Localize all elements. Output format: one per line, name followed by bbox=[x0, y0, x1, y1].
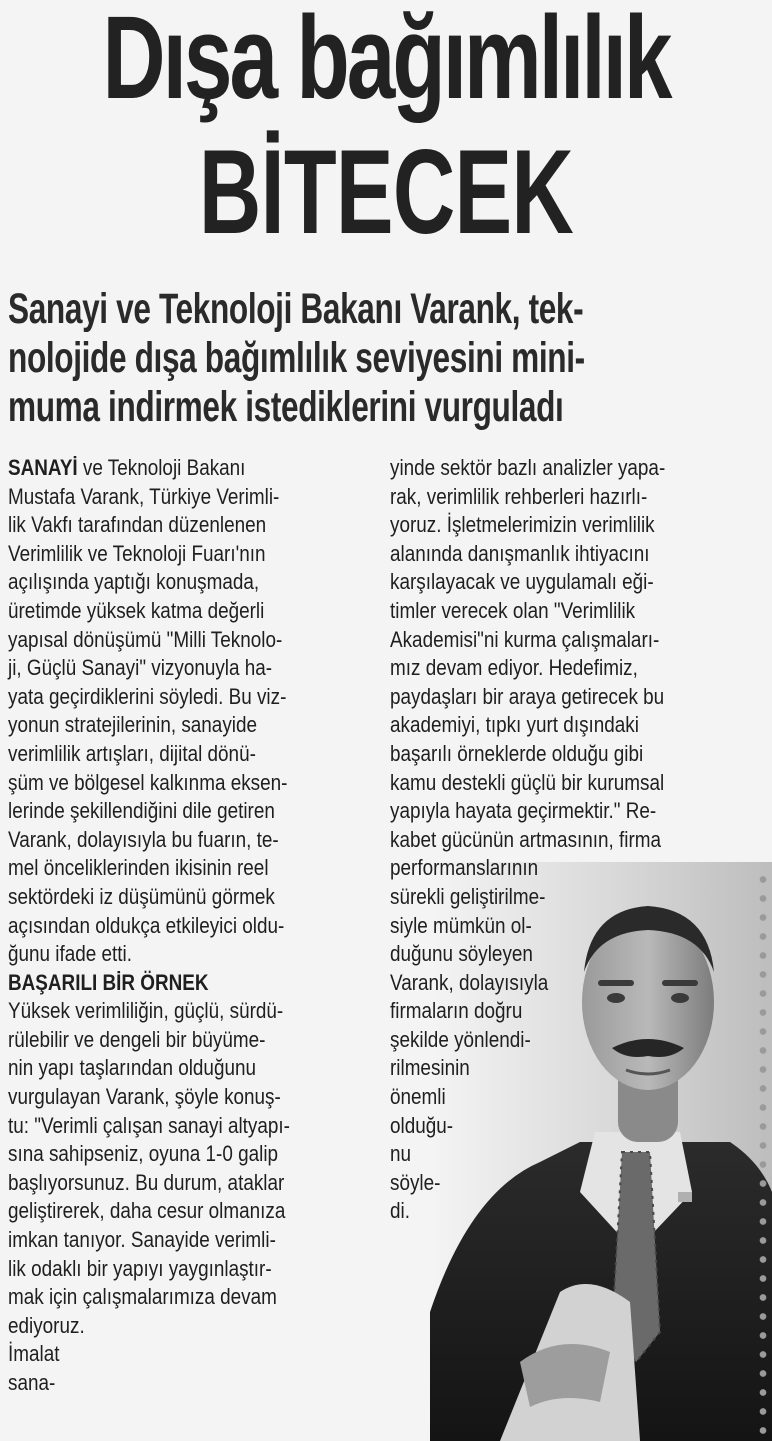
body-line: sana- bbox=[8, 1370, 56, 1395]
body-line: alanında danışmanlık ihtiyacını bbox=[390, 540, 650, 566]
subhead-line: muma indirmek istediklerini vurguladı bbox=[8, 383, 564, 431]
body-line: verimlilik artışları, dijital dönü- bbox=[8, 740, 256, 766]
body-line: kamu destekli güçlü bir kurumsal bbox=[390, 769, 665, 795]
lead-word: SANAYİ bbox=[8, 455, 78, 480]
body-line: sına sahipseniz, oyuna 1-0 galip bbox=[8, 1141, 279, 1167]
body-line: rak, verimlilik rehberleri hazırlı- bbox=[390, 483, 648, 509]
body-line: tu: "Verimli çalışan sanayi altyapı- bbox=[8, 1112, 290, 1138]
body-line: siyle mümkün ol- bbox=[390, 912, 532, 938]
body-line: yonun stratejilerinin, sanayide bbox=[8, 712, 258, 738]
subheadline bbox=[8, 285, 750, 432]
body-line: firmaların doğru bbox=[390, 998, 523, 1024]
body-line: duğunu söyleyen bbox=[390, 941, 533, 967]
body-line: başlıyorsunuz. Bu durum, ataklar bbox=[8, 1169, 285, 1195]
body-line: nu bbox=[390, 1141, 412, 1167]
body-line: lik Vakfı tarafından düzenlenen bbox=[8, 512, 267, 538]
article-column-1 bbox=[8, 454, 378, 1398]
body-line: geliştirerek, daha cesur olmanıza bbox=[8, 1198, 286, 1224]
body-line: Varank, dolayısıyla bbox=[390, 969, 549, 995]
body-line: imkan tanıyor. Sanayide verimli- bbox=[8, 1227, 276, 1253]
body-line: sektördeki iz düşümünü görmek bbox=[8, 883, 275, 909]
article-column-2 bbox=[390, 454, 760, 1226]
subhead-line: nolojide dışa bağımlılık seviyesini mini- bbox=[8, 334, 585, 382]
body-line: yata geçirdiklerini söyledi. Bu viz- bbox=[8, 683, 287, 709]
body-line: şüm ve bölgesel kalkınma eksen- bbox=[8, 769, 288, 795]
body-line: Akademisi"ni kurma çalışmaları- bbox=[390, 626, 660, 652]
body-line: di. bbox=[390, 1198, 410, 1224]
body-line: yapısal dönüşümü "Milli Teknolo- bbox=[8, 626, 283, 652]
body-line: açısından oldukça etkileyici oldu- bbox=[8, 912, 285, 938]
body-line: yapıyla hayata geçirmektir." Re- bbox=[390, 798, 657, 824]
body-line: üretimde yüksek katma değerli bbox=[8, 597, 265, 623]
body-line: yinde sektör bazlı analizler yapa- bbox=[390, 455, 666, 480]
body-line: lerinde şekillendiğini dile getiren bbox=[8, 798, 275, 824]
body-line: vurgulayan Varank, şöyle konuş- bbox=[8, 1084, 281, 1110]
body-text: ve Teknoloji Bakanı bbox=[77, 455, 246, 480]
body-line: nin yapı taşlarından olduğunu bbox=[8, 1055, 256, 1081]
body-line: şekilde yönlendi- bbox=[390, 1026, 531, 1052]
headline-line-1: Dışa bağımlılık bbox=[102, 0, 670, 124]
body-line: mak için çalışmalarımıza devam bbox=[8, 1284, 277, 1310]
body-line: paydaşları bir araya getirecek bu bbox=[390, 683, 665, 709]
body-line: açılışında yaptığı konuşmada, bbox=[8, 569, 260, 595]
section-subheading: BAŞARILI BİR ÖRNEK bbox=[8, 969, 209, 995]
body-line: akademiyi, tıpkı yurt dışındaki bbox=[390, 712, 639, 738]
body-line: kabet gücünün artmasının, firma bbox=[390, 826, 662, 852]
body-line: olduğu- bbox=[390, 1112, 454, 1138]
body-line: karşılayacak ve uygulamalı eği- bbox=[390, 569, 654, 595]
body-line bbox=[8, 454, 378, 483]
body-line: önemli bbox=[390, 1084, 446, 1110]
body-line: lik odaklı bir yapıyı yaygınlaştır- bbox=[8, 1255, 272, 1281]
body-line: başarılı örneklerde olduğu gibi bbox=[390, 740, 644, 766]
body-line: söyle- bbox=[390, 1169, 441, 1195]
body-line: performanslarının bbox=[390, 855, 539, 881]
body-line: Mustafa Varank, Türkiye Verimli- bbox=[8, 483, 280, 509]
body-line: timler verecek olan "Verimlilik bbox=[390, 597, 636, 623]
body-line: ğunu ifade etti. bbox=[8, 941, 133, 967]
body-line: yoruz. İşletmelerimizin verimlilik bbox=[390, 512, 655, 538]
body-line: rilmesinin bbox=[390, 1055, 470, 1081]
body-line: mız devam ediyor. Hedefimiz, bbox=[390, 655, 638, 681]
body-line: mel önceliklerinden ikisinin reel bbox=[8, 855, 269, 881]
body-line: Yüksek verimliliğin, güçlü, sürdü- bbox=[8, 998, 284, 1024]
body-line: sürekli geliştirilme- bbox=[390, 883, 546, 909]
subhead-line: Sanayi ve Teknoloji Bakanı Varank, tek- bbox=[8, 285, 584, 333]
body-line: Verimlilik ve Teknoloji Fuarı'nın bbox=[8, 540, 266, 566]
body-line: ji, Güçlü Sanayi" vizyonuyla ha- bbox=[8, 655, 273, 681]
body-line: rülebilir ve dengeli bir büyüme- bbox=[8, 1026, 266, 1052]
body-line: ediyoruz. bbox=[8, 1312, 85, 1338]
headline-line-2: BİTECEK bbox=[198, 125, 574, 259]
body-line: İmalat bbox=[8, 1341, 60, 1367]
body-line: Varank, dolayısıyla bu fuarın, te- bbox=[8, 826, 279, 852]
